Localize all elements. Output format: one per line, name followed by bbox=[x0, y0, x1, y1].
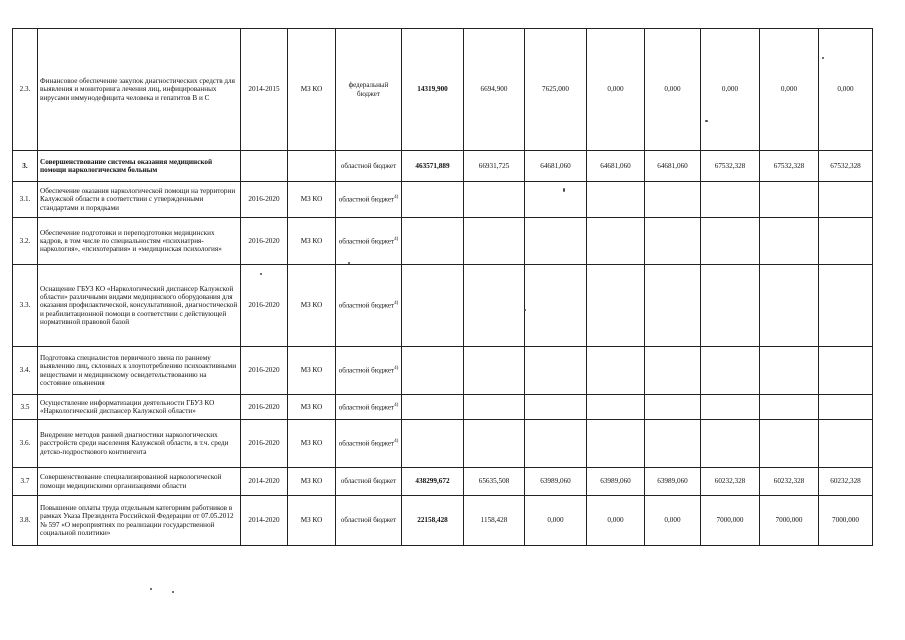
funding-source-cell bbox=[336, 496, 402, 546]
total-amount-cell: 463571,889 bbox=[402, 151, 464, 182]
year-amount-cell-y6 bbox=[760, 265, 819, 347]
year-amount-cell-y4 bbox=[645, 395, 701, 420]
funding-source: областной бюджет bbox=[338, 237, 395, 246]
funding-source: областной бюджет bbox=[338, 366, 395, 375]
period-cell: 2014-2020 bbox=[241, 468, 288, 496]
year-amount-cell-y6 bbox=[760, 347, 819, 395]
activity-name-cell: Совершенствование системы оказания медицинской помощи наркологическим больным bbox=[38, 151, 241, 182]
year-amount-cell-y1: 66931,725 bbox=[464, 151, 525, 182]
year-amount-cell-y6 bbox=[760, 395, 819, 420]
year-amount-cell-y4: 0,000 bbox=[645, 29, 701, 151]
period-cell: 2016-2020 bbox=[241, 265, 288, 347]
year-amount-cell-y5: 67532,328 bbox=[701, 151, 760, 182]
year-amount-cell-y5: 0,000 bbox=[701, 29, 760, 151]
activity-name-cell: Внедрение методов ранней диагностики наркологических расстройств среди населения Калужской области, в т.ч. среди детско-подросткового контингента bbox=[38, 420, 241, 468]
year-amount-cell-y1 bbox=[464, 420, 525, 468]
year-amount-cell-y7 bbox=[819, 265, 873, 347]
scan-speck bbox=[705, 120, 708, 122]
funding-source-cell bbox=[336, 218, 402, 265]
year-amount-cell-y3: 64681,060 bbox=[587, 151, 645, 182]
year-amount-cell-y5 bbox=[701, 347, 760, 395]
footnote-marker: 4) bbox=[394, 236, 399, 242]
funding-source: областной бюджет bbox=[338, 439, 395, 448]
year-amount-cell-y3 bbox=[587, 182, 645, 218]
year-amount-cell-y1: 65635,508 bbox=[464, 468, 525, 496]
funding-source: областной бюджет bbox=[338, 403, 395, 412]
activity-name-cell: Совершенствование специализированной наркологической помощи медицинскими организациями области bbox=[38, 468, 241, 496]
activity-name-cell: Обеспечение подготовки и переподготовки медицинских кадров, в том числе по специальностям «психиатрия-наркология», «психотерапия» и «медицинская психология» bbox=[38, 218, 241, 265]
year-amount-cell-y1 bbox=[464, 347, 525, 395]
total-amount-cell: 438299,672 bbox=[402, 468, 464, 496]
period-cell: 2016-2020 bbox=[241, 347, 288, 395]
period-cell bbox=[241, 151, 288, 182]
year-amount-cell-y3: 0,000 bbox=[587, 496, 645, 546]
year-amount-cell-y3 bbox=[587, 218, 645, 265]
executor-cell: МЗ КО bbox=[288, 420, 336, 468]
year-amount-cell-y7: 7000,000 bbox=[819, 496, 873, 546]
activity-name-cell: Финансовое обеспечение закупок диагностических средств для выявления и мониторинга лечения лиц, инфицированных вирусами иммунодефицита человека и гепатитов В и С bbox=[38, 29, 241, 151]
activity-name-cell: Осуществление информатизации деятельности ГБУЗ КО «Наркологический диспансер Калужской области» bbox=[38, 395, 241, 420]
year-amount-cell-y4: 63989,060 bbox=[645, 468, 701, 496]
year-amount-cell-y4: 0,000 bbox=[645, 496, 701, 546]
period-cell: 2014-2020 bbox=[241, 496, 288, 546]
year-amount-cell-y6: 67532,328 bbox=[760, 151, 819, 182]
table-row bbox=[13, 496, 873, 546]
scan-speck bbox=[172, 591, 174, 593]
table-body bbox=[13, 29, 873, 546]
total-amount-cell: 22158,428 bbox=[402, 496, 464, 546]
year-amount-cell-y7 bbox=[819, 182, 873, 218]
scan-speck bbox=[524, 309, 526, 311]
year-amount-cell-y4 bbox=[645, 182, 701, 218]
year-amount-cell-y5 bbox=[701, 218, 760, 265]
executor-cell bbox=[288, 151, 336, 182]
year-amount-cell-y5: 60232,328 bbox=[701, 468, 760, 496]
executor-cell: МЗ КО bbox=[288, 29, 336, 151]
budget-table bbox=[12, 28, 873, 546]
year-amount-cell-y7 bbox=[819, 395, 873, 420]
year-amount-cell-y7 bbox=[819, 420, 873, 468]
year-amount-cell-y6: 60232,328 bbox=[760, 468, 819, 496]
executor-cell: МЗ КО bbox=[288, 265, 336, 347]
executor-cell: МЗ КО bbox=[288, 395, 336, 420]
table-row bbox=[13, 347, 873, 395]
year-amount-cell-y7: 67532,328 bbox=[819, 151, 873, 182]
year-amount-cell-y3 bbox=[587, 347, 645, 395]
year-amount-cell-y3 bbox=[587, 395, 645, 420]
scan-speck bbox=[150, 588, 152, 590]
year-amount-cell-y1 bbox=[464, 218, 525, 265]
year-amount-cell-y6 bbox=[760, 218, 819, 265]
period-cell: 2016-2020 bbox=[241, 218, 288, 265]
table-row bbox=[13, 420, 873, 468]
year-amount-cell-y5 bbox=[701, 182, 760, 218]
funding-source-cell bbox=[336, 420, 402, 468]
funding-source: областной бюджет bbox=[338, 195, 395, 204]
year-amount-cell-y4: 64681,060 bbox=[645, 151, 701, 182]
funding-source: областной бюджет bbox=[340, 477, 397, 486]
year-amount-cell-y7: 60232,328 bbox=[819, 468, 873, 496]
row-number-cell: 2.3. bbox=[13, 29, 38, 151]
funding-source: федеральный бюджет bbox=[348, 81, 389, 98]
executor-cell: МЗ КО bbox=[288, 468, 336, 496]
year-amount-cell-y1 bbox=[464, 395, 525, 420]
row-number-cell: 3.4. bbox=[13, 347, 38, 395]
table-row bbox=[13, 182, 873, 218]
footnote-marker: 4) bbox=[394, 301, 399, 307]
year-amount-cell-y1: 1158,428 bbox=[464, 496, 525, 546]
row-number-cell: 3.2. bbox=[13, 218, 38, 265]
activity-name-cell: Обеспечение оказания наркологической помощи на территории Калужской области в соответствии с утвержденными стандартами и порядками bbox=[38, 182, 241, 218]
year-amount-cell-y2 bbox=[525, 182, 587, 218]
total-amount-cell bbox=[402, 265, 464, 347]
year-amount-cell-y5 bbox=[701, 420, 760, 468]
activity-name-cell: Повышение оплаты труда отдельным категориям работников в рамках Указа Президента Российской Федерации от 07.05.2012 № 597 «О мероприятиях по реализации государственной социальной политики» bbox=[38, 496, 241, 546]
scan-speck bbox=[260, 273, 262, 275]
row-number-cell: 3.3. bbox=[13, 265, 38, 347]
executor-cell: МЗ КО bbox=[288, 496, 336, 546]
table-row bbox=[13, 29, 873, 151]
year-amount-cell-y7 bbox=[819, 347, 873, 395]
total-amount-cell: 14319,900 bbox=[402, 29, 464, 151]
year-amount-cell-y7: 0,000 bbox=[819, 29, 873, 151]
funding-source-cell bbox=[336, 29, 402, 151]
year-amount-cell-y2: 64681,060 bbox=[525, 151, 587, 182]
period-cell: 2014-2015 bbox=[241, 29, 288, 151]
year-amount-cell-y6: 0,000 bbox=[760, 29, 819, 151]
year-amount-cell-y4 bbox=[645, 218, 701, 265]
table-row bbox=[13, 395, 873, 420]
scan-speck bbox=[563, 188, 565, 192]
year-amount-cell-y4 bbox=[645, 347, 701, 395]
year-amount-cell-y2 bbox=[525, 347, 587, 395]
total-amount-cell bbox=[402, 182, 464, 218]
footnote-marker: 4) bbox=[394, 366, 399, 372]
funding-source: областной бюджет bbox=[338, 301, 395, 310]
footnote-marker: 4) bbox=[394, 439, 399, 445]
funding-source-cell bbox=[336, 182, 402, 218]
year-amount-cell-y6 bbox=[760, 420, 819, 468]
year-amount-cell-y4 bbox=[645, 265, 701, 347]
total-amount-cell bbox=[402, 395, 464, 420]
row-number-cell: 3.8. bbox=[13, 496, 38, 546]
funding-source-cell bbox=[336, 347, 402, 395]
funding-source-cell bbox=[336, 395, 402, 420]
row-number-cell: 3. bbox=[13, 151, 38, 182]
scan-speck bbox=[348, 262, 350, 264]
period-cell: 2016-2020 bbox=[241, 420, 288, 468]
year-amount-cell-y2: 7625,000 bbox=[525, 29, 587, 151]
table-row bbox=[13, 265, 873, 347]
row-number-cell: 3.7 bbox=[13, 468, 38, 496]
funding-source-cell bbox=[336, 265, 402, 347]
table-row bbox=[13, 218, 873, 265]
total-amount-cell bbox=[402, 347, 464, 395]
year-amount-cell-y2 bbox=[525, 395, 587, 420]
table-row bbox=[13, 151, 873, 182]
year-amount-cell-y2 bbox=[525, 265, 587, 347]
period-cell: 2016-2020 bbox=[241, 182, 288, 218]
year-amount-cell-y2: 63989,060 bbox=[525, 468, 587, 496]
row-number-cell: 3.6. bbox=[13, 420, 38, 468]
funding-source: областной бюджет bbox=[340, 516, 397, 525]
total-amount-cell bbox=[402, 420, 464, 468]
year-amount-cell-y3: 0,000 bbox=[587, 29, 645, 151]
year-amount-cell-y5 bbox=[701, 265, 760, 347]
year-amount-cell-y5: 7000,000 bbox=[701, 496, 760, 546]
year-amount-cell-y2 bbox=[525, 420, 587, 468]
year-amount-cell-y2 bbox=[525, 218, 587, 265]
year-amount-cell-y6: 7000,000 bbox=[760, 496, 819, 546]
year-amount-cell-y3 bbox=[587, 420, 645, 468]
executor-cell: МЗ КО bbox=[288, 182, 336, 218]
row-number-cell: 3.5 bbox=[13, 395, 38, 420]
period-cell: 2016-2020 bbox=[241, 395, 288, 420]
scan-speck bbox=[822, 57, 824, 59]
year-amount-cell-y7 bbox=[819, 218, 873, 265]
activity-name-cell: Подготовка специалистов первичного звена по раннему выявлению лиц, склонных к злоупотреблению психоактивными веществами и медицинскому освидетельствованию на состояние опьянения bbox=[38, 347, 241, 395]
activity-name-cell: Оснащение ГБУЗ КО «Наркологический диспансер Калужской области» различными видами медицинского оборудования для оказания профилактической, консультативной, диагностической и реабилитационной помощи в соответствии с действующей нормативной правовой базой bbox=[38, 265, 241, 347]
funding-source-cell bbox=[336, 151, 402, 182]
footnote-marker: 4) bbox=[394, 402, 399, 408]
year-amount-cell-y3: 63989,060 bbox=[587, 468, 645, 496]
year-amount-cell-y2: 0,000 bbox=[525, 496, 587, 546]
row-number-cell: 3.1. bbox=[13, 182, 38, 218]
funding-source: областной бюджет bbox=[340, 161, 397, 170]
year-amount-cell-y4 bbox=[645, 420, 701, 468]
year-amount-cell-y1 bbox=[464, 182, 525, 218]
table-row bbox=[13, 468, 873, 496]
year-amount-cell-y1 bbox=[464, 265, 525, 347]
funding-source-cell bbox=[336, 468, 402, 496]
year-amount-cell-y5 bbox=[701, 395, 760, 420]
footnote-marker: 4) bbox=[394, 195, 399, 201]
year-amount-cell-y3 bbox=[587, 265, 645, 347]
year-amount-cell-y6 bbox=[760, 182, 819, 218]
year-amount-cell-y1: 6694,900 bbox=[464, 29, 525, 151]
executor-cell: МЗ КО bbox=[288, 218, 336, 265]
total-amount-cell bbox=[402, 218, 464, 265]
executor-cell: МЗ КО bbox=[288, 347, 336, 395]
